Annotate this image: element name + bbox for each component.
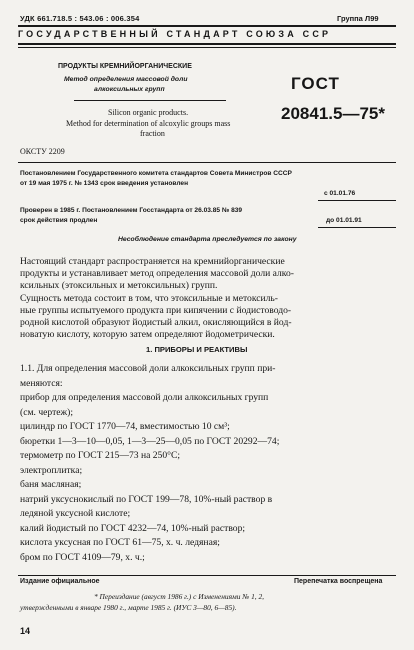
header-rule-top: [18, 25, 396, 27]
footnote-line-2: утвержденными в январе 1980 г., марте 1985 г. (ИУС 3—80, 6—85).: [20, 603, 237, 612]
revision-line-2: срок действия продлен: [20, 217, 98, 224]
intro-line: родной кислотой образуют йодистый алкил, окисляющийся в йод-: [20, 317, 292, 328]
intro-line: продукты и устанавливает метод определения массовой доли алко-: [20, 268, 294, 279]
group-code: Группа Л99: [337, 14, 379, 23]
english-title-line-3: fraction: [140, 129, 165, 138]
intro-line: Сущность метода состоит в том, что этоксильные и метоксиль-: [20, 293, 278, 304]
section-line: прибор для определения массовой доли алкоксильных групп: [20, 392, 269, 403]
standard-type-title: ГОСУДАРСТВЕННЫЙ СТАНДАРТ СОЮЗА ССР: [18, 29, 332, 39]
header-rule-thick: [18, 43, 396, 45]
okstu-rule: [18, 162, 396, 163]
intro-line: ные группы испытуемого продукта при кипячении с йодистоводо-: [20, 305, 292, 316]
section-line: баня масляная;: [20, 479, 82, 490]
decree-line-2: от 19 мая 1975 г. № 1343 срок введения установлен: [20, 180, 189, 187]
section-line: меняются:: [20, 377, 63, 389]
date-underline-2: [318, 227, 396, 228]
introduction-date: с 01.01.76: [324, 190, 356, 197]
method-title-line-1: Метод определения массовой доли: [64, 76, 188, 83]
section-line: термометр по ГОСТ 215—73 на 250°С;: [20, 450, 181, 461]
method-title-line-2: алкоксильных групп: [94, 86, 165, 93]
revision-line-1: Проверен в 1985 г. Постановлением Госстандарта от 26.03.85 № 839: [20, 207, 243, 214]
english-title-line-2: Method for determination of alcoxylic groups mass: [66, 119, 231, 128]
gost-label: ГОСТ: [291, 74, 340, 93]
header-rule-thin: [18, 47, 396, 48]
section-line: калий йодистый по ГОСТ 4232—74, 10%-ный раствор;: [20, 522, 246, 534]
official-edition-label: Издание официальное: [20, 578, 100, 585]
section-line: цилиндр по ГОСТ 1770—74, вместимостью 10 см³;: [20, 421, 230, 432]
section-line: 1.1. Для определения массовой доли алкоксильных групп при-: [20, 363, 276, 374]
footnote-line-1: * Переиздание (август 1986 г.) с Изменениями № 1, 2,: [94, 592, 265, 601]
english-title-line-1: Silicon organic products.: [108, 108, 189, 117]
footer-rule: [18, 575, 396, 576]
gost-number: 20841.5—75*: [281, 104, 385, 123]
title-divider: [74, 100, 226, 101]
decree-line-1: Постановлением Государственного комитета стандартов Совета Министров СССР: [20, 170, 292, 177]
section-line: ледяной уксусной кислоте;: [20, 508, 131, 519]
section-line: кислота уксусная по ГОСТ 61—75, х. ч. ледяная;: [20, 537, 220, 548]
section-line: (см. чертеж);: [20, 406, 74, 418]
intro-line: Настоящий стандарт распространяется на кремнийорганические: [20, 256, 285, 267]
okstu-code: ОКСТУ 2209: [20, 147, 65, 156]
page-number: 14: [20, 626, 31, 636]
date-underline-1: [318, 200, 396, 201]
intro-line: новатую кислоту, которую затем определяют йодометрически.: [20, 329, 275, 340]
udk-code: УДК 661.718.5 : 543.06 : 006.354: [20, 14, 140, 23]
product-title: ПРОДУКТЫ КРЕМНИЙОРГАНИЧЕСКИЕ: [58, 63, 192, 70]
section-line: бюретки 1—3—10—0,05, 1—3—25—0,05 по ГОСТ 20292—74;: [20, 435, 280, 447]
intro-line: ксильных (этоксильных и метоксильных) групп.: [20, 280, 218, 291]
section-line: натрий уксуснокислый по ГОСТ 199—78, 10%-ный раствор в: [20, 493, 273, 505]
section-line: бром по ГОСТ 4109—79, х. ч.;: [20, 551, 145, 563]
extension-date: до 01.01.91: [326, 217, 362, 224]
noncompliance-notice: Несоблюдение стандарта преследуется по закону: [118, 236, 297, 243]
section-line: электроплитка;: [20, 464, 83, 476]
reprint-prohibited-label: Перепечатка воспрещена: [294, 578, 383, 585]
section-1-title: 1. ПРИБОРЫ И РЕАКТИВЫ: [146, 345, 248, 354]
